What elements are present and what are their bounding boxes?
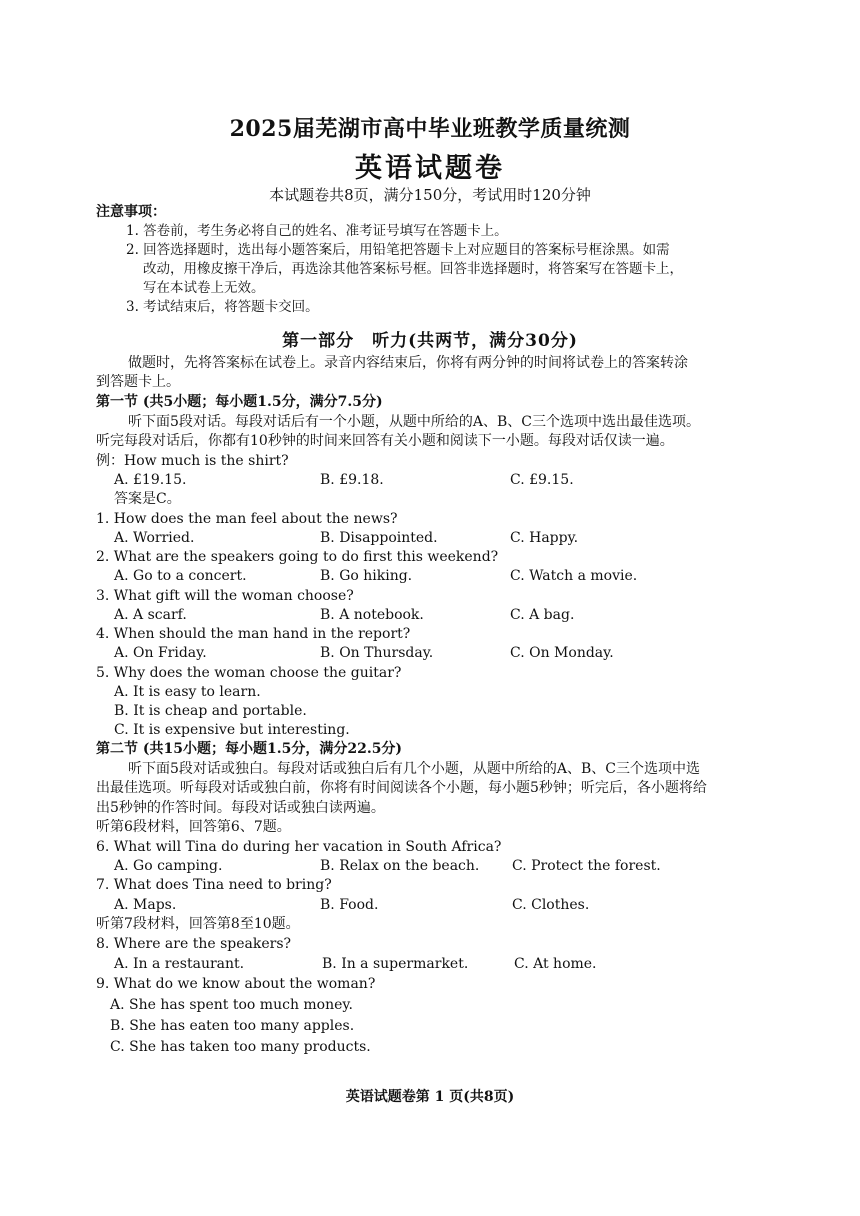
note-item: 3. 考试结束后，将答题卡交回。 [126, 299, 319, 315]
option: C. A bag. [510, 607, 575, 623]
example-answer: 答案是C。 [114, 491, 181, 507]
material-heading: 听第6段材料，回答第6、7题。 [96, 819, 291, 835]
part1-intro: 做题时，先将答案标在试卷上。录音内容结束后，你将有两分钟的时间将试卷上的答案转涂 [128, 355, 688, 371]
question-text: 2. What are the speakers going to do first this weekend? [96, 549, 499, 565]
note-item: 写在本试卷上无效。 [143, 280, 265, 296]
option: A. On Friday. [114, 645, 207, 661]
section2-instructions: 听下面5段对话或独白。每段对话或独白后有几个小题，从题中所给的A、B、C三个选项中选 [128, 761, 701, 777]
example-option: A. £19.15. [114, 472, 187, 488]
question-text: 8. Where are the speakers? [96, 936, 292, 952]
option: B. Go hiking. [320, 568, 413, 584]
option: C. Protect the forest. [512, 858, 661, 874]
option: B. She has eaten too many apples. [110, 1018, 355, 1034]
question-text: 6. What will Tina do during her vacation in South Africa? [96, 839, 502, 855]
option: A. Worried. [114, 530, 195, 546]
option: B. On Thursday. [320, 645, 434, 661]
section1-instructions: 听下面5段对话。每段对话后有一个小题，从题中所给的A、B、C三个选项中选出最佳选项。 [128, 414, 701, 430]
note-item: 1. 答卷前，考生务必将自己的姓名、准考证号填写在答题卡上。 [126, 223, 508, 239]
note-item: 改动，用橡皮擦干净后，再选涂其他答案标号框。回答非选择题时，将答案写在答题卡上， [143, 261, 683, 277]
section2-instructions: 出最佳选项。听每段对话或独白前，你将有时间阅读各个小题，每小题5秒钟；听完后，各小题将给 [96, 780, 707, 796]
example-option: B. £9.18. [320, 472, 384, 488]
material-heading: 听第7段材料，回答第8至10题。 [96, 916, 300, 932]
note-item: 2. 回答选择题时，选出每小题答案后，用铅笔把答题卡上对应题目的答案标号框涂黑。如需 [126, 242, 670, 258]
question-text: 4. When should the man hand in the report? [96, 626, 411, 642]
question-text: 1. How does the man feel about the news? [96, 511, 398, 527]
option: B. Food. [320, 897, 379, 913]
section1-instructions: 听完每段对话后，你都有10秒钟的时间来回答有关小题和阅读下一小题。每段对话仅读一遍。 [96, 433, 674, 449]
section1-heading: 第一节 (共5小题；每小题1.5分，满分7.5分) [96, 394, 383, 410]
example-question: 例：How much is the shirt? [96, 453, 289, 469]
option: C. Happy. [510, 530, 579, 546]
option: A. It is easy to learn. [114, 684, 261, 700]
question-text: 5. Why does the woman choose the guitar? [96, 665, 402, 681]
exam-info: 本试题卷共8页，满分150分，考试用时120分钟 [269, 186, 591, 204]
option: B. Disappointed. [320, 530, 438, 546]
option: B. A notebook. [320, 607, 424, 623]
question-text: 9. What do we know about the woman? [96, 976, 376, 992]
option: C. On Monday. [510, 645, 614, 661]
question-text: 7. What does Tina need to bring? [96, 877, 332, 893]
notes-heading: 注意事项： [96, 204, 166, 220]
option: B. Relax on the beach. [320, 858, 480, 874]
option: C. At home. [514, 956, 597, 972]
section2-heading: 第二节 (共15小题；每小题1.5分，满分22.5分) [96, 741, 403, 757]
option: C. She has taken too many products. [110, 1039, 371, 1055]
exam-subject-title: 英语试题卷 [355, 153, 505, 184]
option: C. Clothes. [512, 897, 590, 913]
section2-instructions: 出5秒钟的作答时间。每段对话或独白读两遍。 [96, 800, 385, 816]
example-option: C. £9.15. [510, 472, 574, 488]
part1-intro: 到答题卡上。 [96, 374, 180, 390]
option: A. A scarf. [114, 607, 187, 623]
option: A. She has spent too much money. [110, 997, 353, 1013]
part1-title: 第一部分 听力(共两节，满分30分) [282, 331, 578, 351]
option: C. Watch a movie. [510, 568, 638, 584]
option: B. In a supermarket. [322, 956, 469, 972]
option: A. In a restaurant. [114, 956, 245, 972]
page-footer: 英语试题卷第 1 页(共8页) [345, 1089, 515, 1105]
option: A. Go camping. [114, 858, 223, 874]
exam-title: 2025届芜湖市高中毕业班教学质量统测 [229, 116, 631, 142]
option: B. It is cheap and portable. [114, 703, 307, 719]
option: C. It is expensive but interesting. [114, 722, 350, 738]
option: A. Maps. [114, 897, 177, 913]
option: A. Go to a concert. [114, 568, 247, 584]
question-text: 3. What gift will the woman choose? [96, 588, 354, 604]
